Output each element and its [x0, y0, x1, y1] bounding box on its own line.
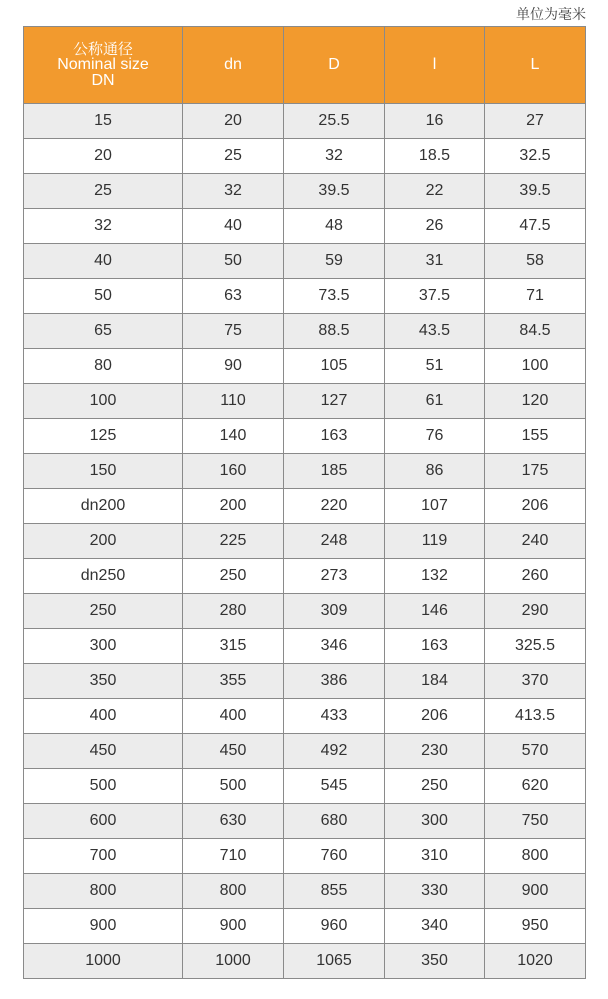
cell-l: 86 — [385, 454, 485, 489]
header-D: D — [284, 27, 385, 104]
table-row — [24, 594, 586, 629]
cell-nominal: 40 — [24, 244, 183, 279]
cell-l: 146 — [385, 594, 485, 629]
cell-nominal: 125 — [24, 419, 183, 454]
cell-D: 1065 — [284, 944, 385, 979]
table-row — [24, 664, 586, 699]
cell-nominal: 100 — [24, 384, 183, 419]
table-body — [24, 104, 586, 979]
header-l: l — [385, 27, 485, 104]
cell-dn: 1000 — [183, 944, 284, 979]
cell-D: 220 — [284, 489, 385, 524]
cell-nominal: 80 — [24, 349, 183, 384]
cell-dn: 710 — [183, 839, 284, 874]
cell-nominal: 200 — [24, 524, 183, 559]
cell-dn: 630 — [183, 804, 284, 839]
cell-D: 73.5 — [284, 279, 385, 314]
cell-L: 155 — [485, 419, 586, 454]
table-row — [24, 769, 586, 804]
cell-l: 330 — [385, 874, 485, 909]
cell-dn: 900 — [183, 909, 284, 944]
cell-dn: 50 — [183, 244, 284, 279]
cell-D: 760 — [284, 839, 385, 874]
cell-l: 31 — [385, 244, 485, 279]
cell-nominal: 20 — [24, 139, 183, 174]
cell-nominal: 800 — [24, 874, 183, 909]
cell-L: 900 — [485, 874, 586, 909]
cell-D: 48 — [284, 209, 385, 244]
table-row — [24, 559, 586, 594]
table-row — [24, 244, 586, 279]
cell-D: 127 — [284, 384, 385, 419]
cell-L: 240 — [485, 524, 586, 559]
cell-dn: 225 — [183, 524, 284, 559]
cell-dn: 160 — [183, 454, 284, 489]
cell-dn: 355 — [183, 664, 284, 699]
table-row — [24, 139, 586, 174]
cell-D: 32 — [284, 139, 385, 174]
cell-D: 105 — [284, 349, 385, 384]
cell-dn: 200 — [183, 489, 284, 524]
dimension-table — [23, 26, 586, 979]
table-row — [24, 384, 586, 419]
table-row — [24, 699, 586, 734]
table-row — [24, 524, 586, 559]
cell-nominal: 500 — [24, 769, 183, 804]
cell-L: 950 — [485, 909, 586, 944]
cell-L: 84.5 — [485, 314, 586, 349]
cell-l: 18.5 — [385, 139, 485, 174]
cell-L: 750 — [485, 804, 586, 839]
table-row — [24, 909, 586, 944]
cell-L: 260 — [485, 559, 586, 594]
cell-L: 120 — [485, 384, 586, 419]
unit-note: 单位为毫米 — [516, 7, 586, 23]
cell-D: 59 — [284, 244, 385, 279]
cell-l: 26 — [385, 209, 485, 244]
cell-L: 27 — [485, 104, 586, 139]
cell-nominal: dn250 — [24, 559, 183, 594]
header-dn: dn — [183, 27, 284, 104]
table-row — [24, 734, 586, 769]
cell-L: 325.5 — [485, 629, 586, 664]
cell-dn: 315 — [183, 629, 284, 664]
cell-L: 206 — [485, 489, 586, 524]
cell-l: 43.5 — [385, 314, 485, 349]
cell-dn: 500 — [183, 769, 284, 804]
cell-nominal: 15 — [24, 104, 183, 139]
cell-l: 310 — [385, 839, 485, 874]
cell-L: 290 — [485, 594, 586, 629]
cell-dn: 25 — [183, 139, 284, 174]
table-row — [24, 629, 586, 664]
cell-dn: 140 — [183, 419, 284, 454]
cell-nominal: 350 — [24, 664, 183, 699]
cell-L: 570 — [485, 734, 586, 769]
header-L: L — [485, 27, 586, 104]
cell-l: 350 — [385, 944, 485, 979]
cell-l: 300 — [385, 804, 485, 839]
cell-l: 16 — [385, 104, 485, 139]
table-row — [24, 804, 586, 839]
cell-D: 492 — [284, 734, 385, 769]
cell-D: 185 — [284, 454, 385, 489]
cell-D: 433 — [284, 699, 385, 734]
cell-nominal: 250 — [24, 594, 183, 629]
header-nominal-size — [24, 27, 183, 104]
cell-D: 855 — [284, 874, 385, 909]
cell-l: 22 — [385, 174, 485, 209]
cell-L: 413.5 — [485, 699, 586, 734]
cell-nominal: dn200 — [24, 489, 183, 524]
cell-dn: 250 — [183, 559, 284, 594]
cell-L: 39.5 — [485, 174, 586, 209]
table-row — [24, 209, 586, 244]
header-nominal-zh: 公称通径 — [72, 40, 133, 58]
table-row — [24, 839, 586, 874]
cell-D: 163 — [284, 419, 385, 454]
cell-D: 960 — [284, 909, 385, 944]
cell-dn: 280 — [183, 594, 284, 629]
cell-D: 680 — [284, 804, 385, 839]
cell-dn: 32 — [183, 174, 284, 209]
cell-dn: 400 — [183, 699, 284, 734]
cell-l: 37.5 — [385, 279, 485, 314]
cell-nominal: 300 — [24, 629, 183, 664]
cell-l: 119 — [385, 524, 485, 559]
cell-D: 346 — [284, 629, 385, 664]
table-row — [24, 454, 586, 489]
cell-nominal: 150 — [24, 454, 183, 489]
cell-l: 184 — [385, 664, 485, 699]
cell-l: 107 — [385, 489, 485, 524]
table-row — [24, 104, 586, 139]
cell-L: 1020 — [485, 944, 586, 979]
cell-l: 76 — [385, 419, 485, 454]
table-row — [24, 279, 586, 314]
cell-dn: 40 — [183, 209, 284, 244]
cell-dn: 20 — [183, 104, 284, 139]
cell-D: 39.5 — [284, 174, 385, 209]
table-row — [24, 489, 586, 524]
cell-L: 32.5 — [485, 139, 586, 174]
cell-l: 206 — [385, 699, 485, 734]
cell-L: 370 — [485, 664, 586, 699]
table-row — [24, 944, 586, 979]
cell-dn: 800 — [183, 874, 284, 909]
cell-dn: 450 — [183, 734, 284, 769]
cell-L: 47.5 — [485, 209, 586, 244]
table-row — [24, 419, 586, 454]
cell-l: 51 — [385, 349, 485, 384]
cell-l: 250 — [385, 769, 485, 804]
cell-D: 545 — [284, 769, 385, 804]
cell-dn: 63 — [183, 279, 284, 314]
cell-D: 273 — [284, 559, 385, 594]
cell-D: 248 — [284, 524, 385, 559]
cell-l: 340 — [385, 909, 485, 944]
header-nominal-en: Nominal size — [57, 56, 149, 73]
cell-l: 61 — [385, 384, 485, 419]
cell-nominal: 25 — [24, 174, 183, 209]
cell-L: 800 — [485, 839, 586, 874]
cell-nominal: 450 — [24, 734, 183, 769]
cell-nominal: 1000 — [24, 944, 183, 979]
cell-L: 58 — [485, 244, 586, 279]
cell-dn: 75 — [183, 314, 284, 349]
table-row — [24, 349, 586, 384]
cell-nominal: 600 — [24, 804, 183, 839]
cell-L: 175 — [485, 454, 586, 489]
cell-l: 230 — [385, 734, 485, 769]
table-row — [24, 174, 586, 209]
cell-l: 163 — [385, 629, 485, 664]
header-nominal-abbr: DN — [91, 72, 115, 89]
cell-D: 25.5 — [284, 104, 385, 139]
cell-nominal: 400 — [24, 699, 183, 734]
cell-nominal: 32 — [24, 209, 183, 244]
cell-L: 620 — [485, 769, 586, 804]
cell-nominal: 50 — [24, 279, 183, 314]
cell-nominal: 900 — [24, 909, 183, 944]
cell-D: 88.5 — [284, 314, 385, 349]
cell-D: 309 — [284, 594, 385, 629]
cell-L: 71 — [485, 279, 586, 314]
cell-dn: 110 — [183, 384, 284, 419]
cell-nominal: 65 — [24, 314, 183, 349]
cell-nominal: 700 — [24, 839, 183, 874]
table-row — [24, 314, 586, 349]
cell-dn: 90 — [183, 349, 284, 384]
table-row — [24, 874, 586, 909]
cell-l: 132 — [385, 559, 485, 594]
header-row — [24, 27, 586, 104]
cell-L: 100 — [485, 349, 586, 384]
cell-D: 386 — [284, 664, 385, 699]
